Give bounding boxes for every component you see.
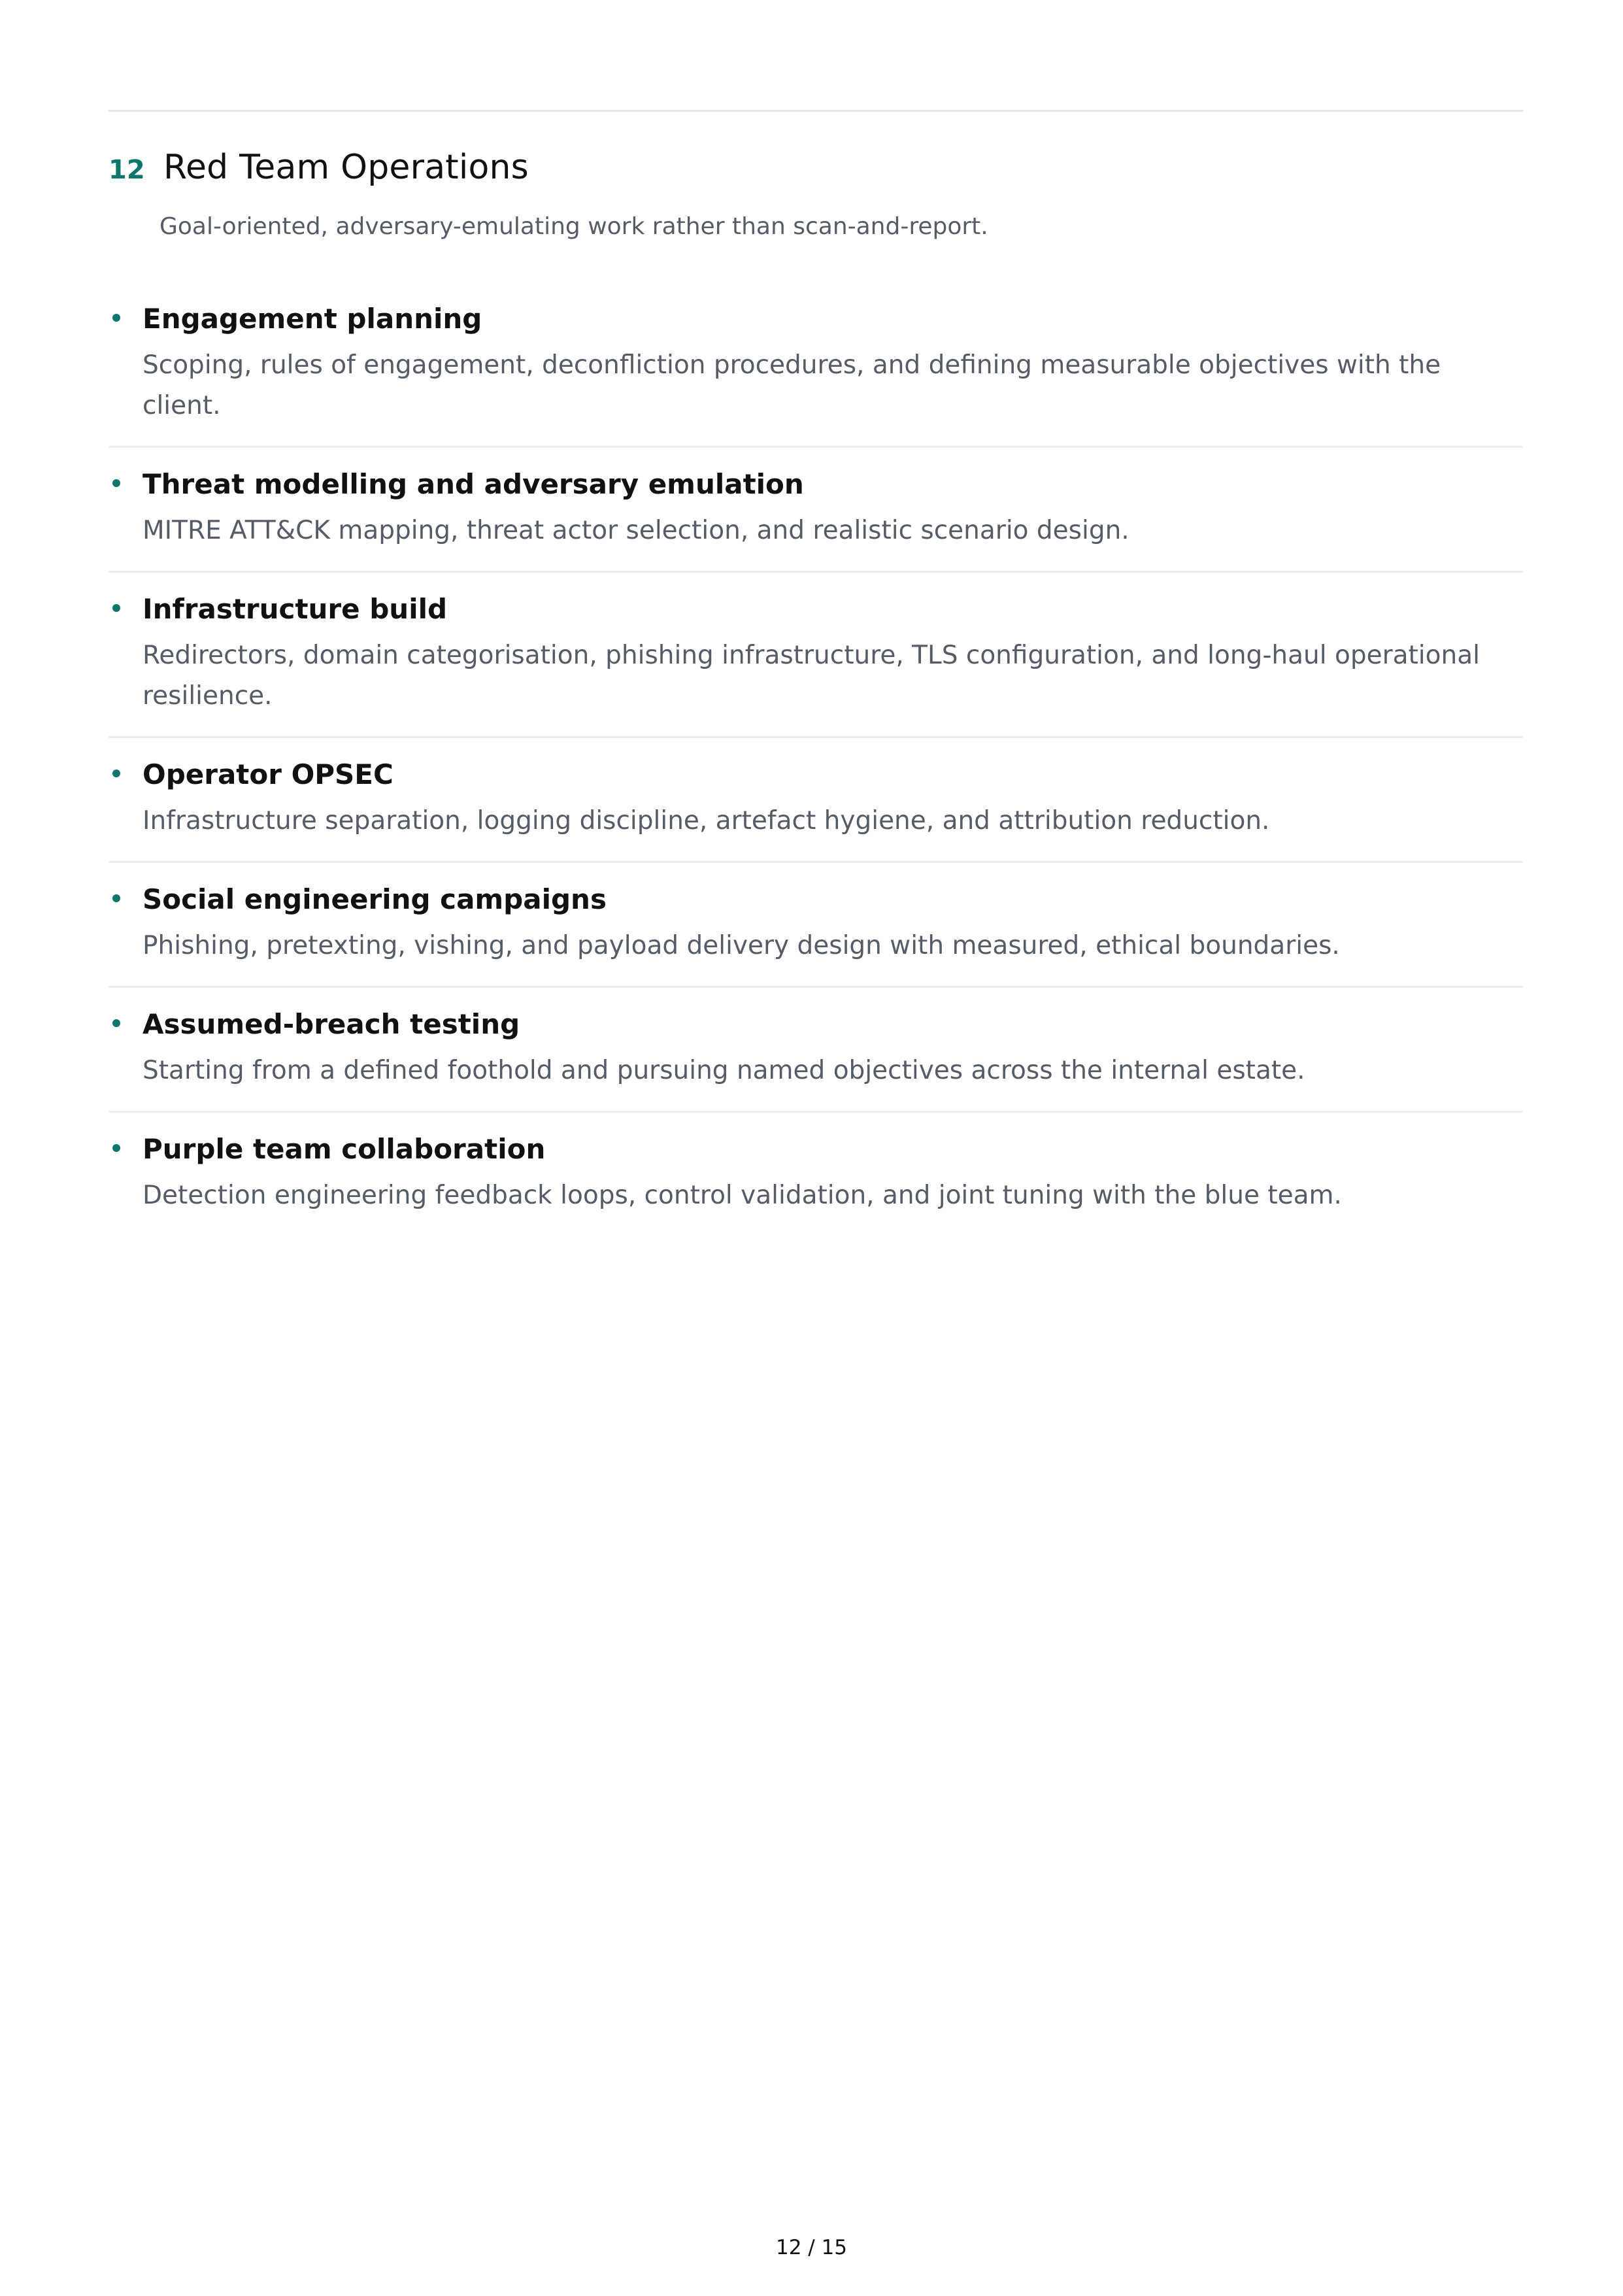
item-title: Purple team collaboration bbox=[142, 1133, 546, 1165]
item-description: MITRE ATT&CK mapping, threat actor selection, and realistic scenario design. bbox=[142, 516, 1129, 545]
item-description: Infrastructure separation, logging discipline, artefact hygiene, and attribution reduction. bbox=[142, 806, 1270, 836]
page-number: 12 / 15 bbox=[775, 2236, 848, 2259]
item-description: Starting from a defined foothold and pursuing named objectives across the internal estate. bbox=[142, 1056, 1305, 1085]
item-title: Operator OPSEC bbox=[142, 758, 393, 790]
item-title: Engagement planning bbox=[142, 303, 482, 335]
bullet-icon bbox=[112, 604, 120, 612]
list-item bbox=[109, 1113, 1523, 1236]
bullet-icon bbox=[112, 1144, 120, 1152]
item-description: Phishing, pretexting, vishing, and payload delivery design with measured, ethical boundaries. bbox=[142, 931, 1340, 960]
list-item bbox=[109, 988, 1523, 1113]
bullet-icon bbox=[112, 479, 120, 487]
bullet-icon bbox=[112, 1019, 120, 1027]
bullet-icon bbox=[112, 314, 120, 322]
item-description: Scoping, rules of engagement, deconfliction procedures, and defining measurable objectives with the client. bbox=[142, 350, 1441, 420]
bullet-icon bbox=[112, 769, 120, 777]
list-item bbox=[109, 863, 1523, 988]
list-item bbox=[109, 738, 1523, 863]
list-item bbox=[109, 448, 1523, 573]
item-list bbox=[109, 284, 1523, 1236]
list-item bbox=[109, 573, 1523, 738]
list-item bbox=[109, 284, 1523, 448]
section-header bbox=[109, 148, 529, 187]
item-title: Infrastructure build bbox=[142, 593, 448, 625]
item-title: Social engineering campaigns bbox=[142, 883, 607, 915]
bullet-icon bbox=[112, 894, 120, 902]
item-description: Redirectors, domain categorisation, phishing infrastructure, TLS configuration, and long-haul operational resilience. bbox=[142, 641, 1480, 711]
item-title: Threat modelling and adversary emulation bbox=[142, 468, 804, 500]
top-divider bbox=[109, 110, 1523, 112]
section-subtitle: Goal-oriented, adversary-emulating work rather than scan-and-report. bbox=[159, 213, 988, 240]
section-title: Red Team Operations bbox=[163, 148, 529, 187]
section-number: 12 bbox=[109, 155, 145, 185]
item-description: Detection engineering feedback loops, control validation, and joint tuning with the blue team. bbox=[142, 1181, 1342, 1210]
item-title: Assumed-breach testing bbox=[142, 1008, 520, 1040]
